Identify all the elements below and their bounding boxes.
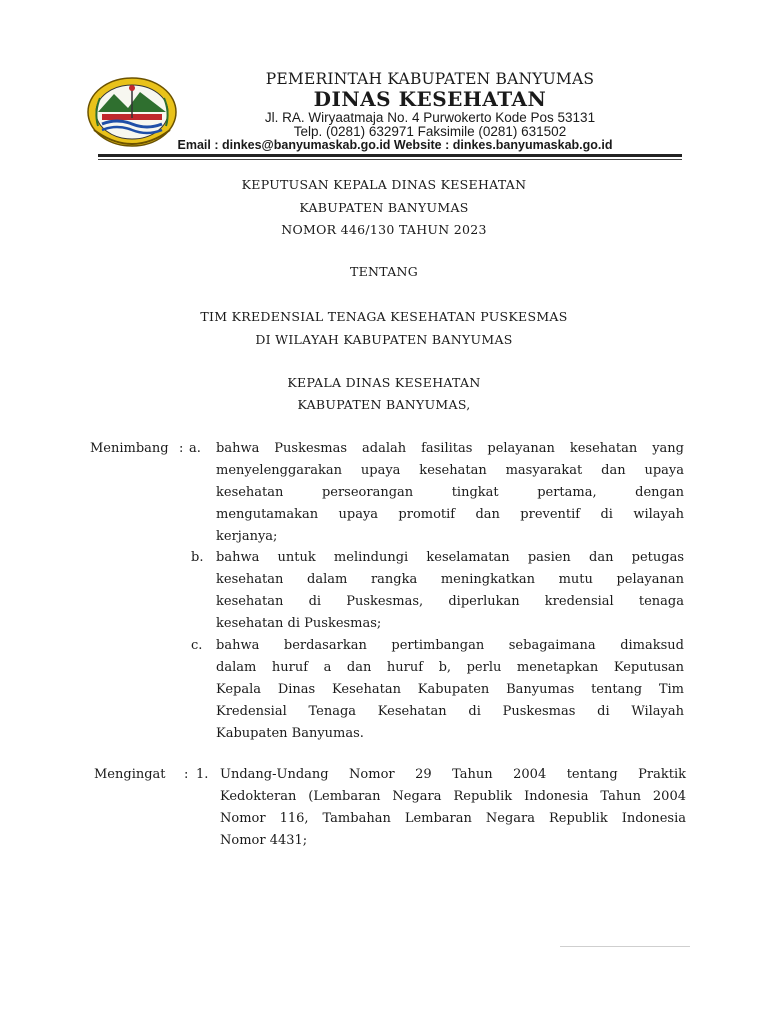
decree-authority-line-2: KABUPATEN BANYUMAS, — [297, 397, 471, 412]
menimbang-item-c-line-1: bahwa berdasarkan pertimbangan sebagaimana dimaksud — [216, 638, 684, 653]
menimbang-item-c-marker: c. — [191, 638, 203, 653]
letterhead-government: PEMERINTAH KABUPATEN BANYUMAS — [265, 70, 595, 88]
menimbang-item-a-line-5: kerjanya; — [216, 529, 278, 544]
letterhead-department: DINAS KESEHATAN — [313, 87, 547, 111]
decree-number: NOMOR 446/130 TAHUN 2023 — [281, 222, 487, 237]
scan-footer-mark — [560, 946, 690, 947]
decree-about: TENTANG — [349, 264, 419, 279]
mengingat-item-1-marker: 1. — [196, 767, 209, 782]
menimbang-item-a-line-3: kesehatan perseorangan tingkat pertama, dengan — [216, 485, 684, 500]
mengingat-item-1-line-1: Undang-Undang Nomor 29 Tahun 2004 tentang Praktik — [220, 767, 686, 782]
letterhead-address: Jl. RA. Wiryaatmaja No. 4 Purwokerto Kode Pos 53131 — [264, 110, 596, 125]
menimbang-item-c-line-4: Kredensial Tenaga Kesehatan di Puskesmas di Wilayah — [216, 704, 684, 719]
mengingat-label: Mengingat — [94, 767, 166, 782]
menimbang-item-c-line-2: dalam huruf a dan huruf b, perlu menetapkan Keputusan — [216, 660, 684, 675]
mengingat-colon: : — [184, 767, 189, 782]
menimbang-item-b-line-3: kesehatan di Puskesmas, diperlukan kredensial tenaga — [216, 594, 684, 609]
letterhead-rule-thin — [98, 159, 682, 160]
decree-authority-line-1: KEPALA DINAS KESEHATAN — [287, 375, 481, 390]
decree-subject-line-2: DI WILAYAH KABUPATEN BANYUMAS — [255, 332, 513, 347]
menimbang-item-a-marker: a. — [189, 441, 201, 456]
decree-subject-line-1: TIM KREDENSIAL TENAGA KESEHATAN PUSKESMAS — [200, 309, 568, 324]
mengingat-item-1-line-2: Kedokteran (Lembaran Negara Republik Indonesia Tahun 2004 — [220, 789, 686, 804]
menimbang-item-b-line-4: kesehatan di Puskesmas; — [216, 616, 382, 631]
decree-title-line-1: KEPUTUSAN KEPALA DINAS KESEHATAN — [241, 177, 527, 192]
letterhead-phone: Telp. (0281) 632971 Faksimile (0281) 631502 — [293, 124, 567, 139]
menimbang-colon: : — [179, 441, 184, 456]
menimbang-item-a-line-2: menyelenggarakan upaya kesehatan masyarakat dan upaya — [216, 463, 684, 478]
menimbang-item-a-line-1: bahwa Puskesmas adalah fasilitas pelayanan kesehatan yang — [216, 441, 684, 456]
menimbang-item-a-line-4: mengutamakan upaya promotif dan preventif di wilayah — [216, 507, 684, 522]
letterhead-rule-thick — [98, 154, 682, 157]
menimbang-item-b-line-2: kesehatan dalam rangka meningkatkan mutu pelayanan — [216, 572, 684, 587]
menimbang-item-b-line-1: bahwa untuk melindungi keselamatan pasien dan petugas — [216, 550, 684, 565]
menimbang-item-c-line-3: Kepala Dinas Kesehatan Kabupaten Banyumas tentang Tim — [216, 682, 684, 697]
menimbang-item-b-marker: b. — [191, 550, 204, 565]
menimbang-label: Menimbang — [90, 441, 169, 456]
letterhead-contact: Email : dinkes@banyumaskab.go.id Website : dinkes.banyumaskab.go.id — [177, 138, 613, 152]
mengingat-item-1-line-3: Nomor 116, Tambahan Lembaran Negara Republik Indonesia — [220, 811, 686, 826]
mengingat-item-1-line-4: Nomor 4431; — [220, 833, 308, 848]
decree-title-line-2: KABUPATEN BANYUMAS — [299, 200, 469, 215]
menimbang-item-c-line-5: Kabupaten Banyumas. — [216, 726, 364, 741]
